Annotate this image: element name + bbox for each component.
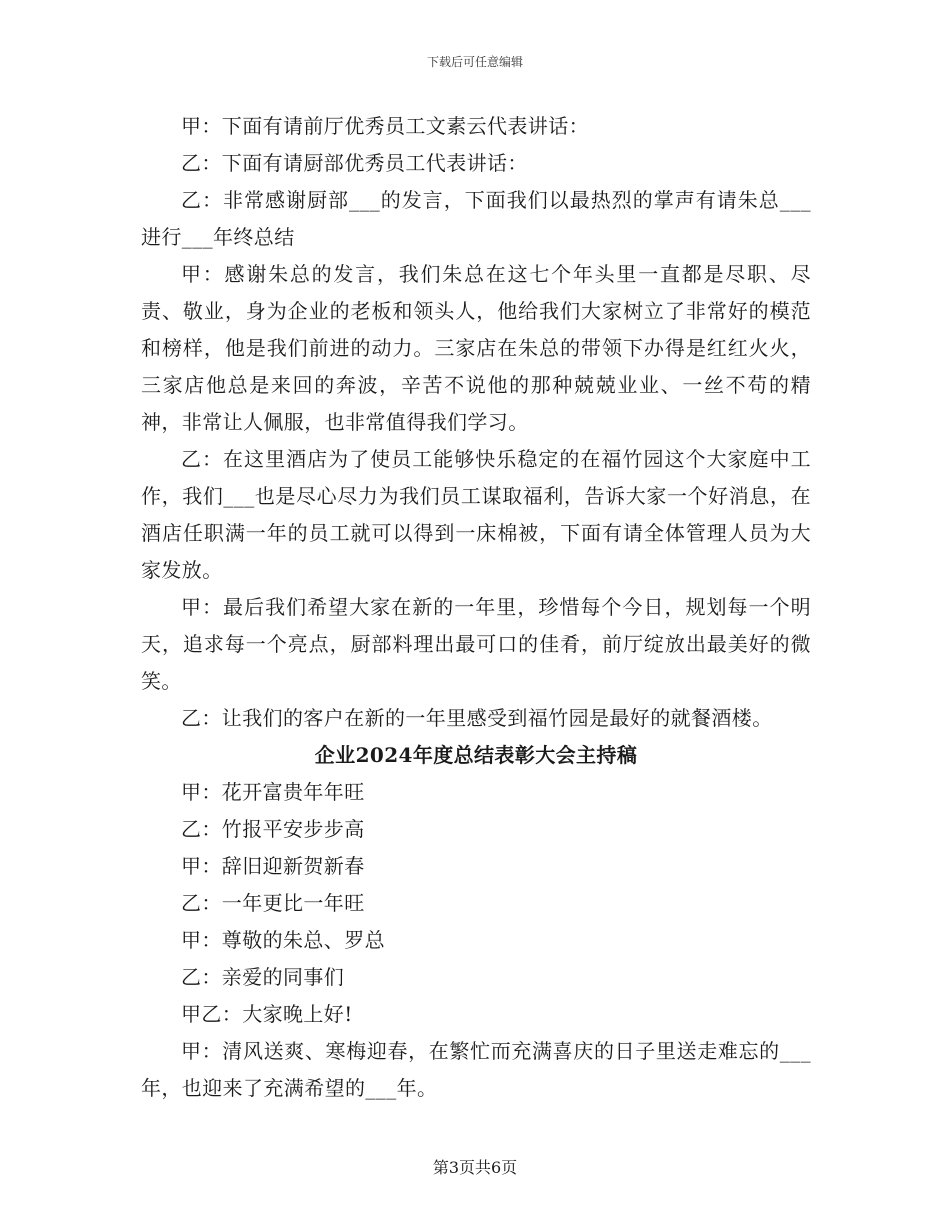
paragraph: 甲：下面有请前厅优秀员工文素云代表讲话： xyxy=(181,114,589,138)
paragraph: 乙：亲爱的同事们 xyxy=(181,965,345,989)
page-header-note: 下载后可任意编辑 xyxy=(426,55,523,69)
paragraph: 乙：非常感谢厨部___的发言，下面我们以最热烈的掌声有请朱总___进行___年终总结 xyxy=(141,188,811,249)
section-title: 企业2024年度总结表彰大会主持稿 xyxy=(314,743,638,767)
paragraph: 乙：下面有请厨部优秀员工代表讲话： xyxy=(181,151,528,175)
paragraph: 甲：辞旧迎新贺新春 xyxy=(181,854,365,878)
paragraph: 甲：花开富贵年年旺 xyxy=(181,780,365,804)
paragraph: 乙：让我们的客户在新的一年里感受到福竹园是最好的就餐酒楼。 xyxy=(181,706,773,730)
paragraph: 甲：最后我们希望大家在新的一年里，珍惜每个今日，规划每一个明天，追求每一个亮点，厨部料理出最可口的佳肴，前厅绽放出最美好的微笑。 xyxy=(141,595,811,693)
document-body xyxy=(141,108,811,1107)
paragraph: 甲：清风送爽、寒梅迎春，在繁忙而充满喜庆的日子里送走难忘的___年，也迎来了充满希望的___年。 xyxy=(141,1039,811,1100)
paragraph: 乙：竹报平安步步高 xyxy=(181,817,365,841)
paragraph: 甲：感谢朱总的发言，我们朱总在这七个年头里一直都是尽职、尽责、敬业，身为企业的老板和领头人，他给我们大家树立了非常好的模范和榜样，他是我们前进的动力。三家店在朱总的带领下办得是红红火火，三家店他总是来回的奔波，辛苦不说他的那种兢兢业业、一丝不苟的精神，非常让人佩服，也非常值得我们学习。 xyxy=(141,262,811,434)
paragraph: 甲乙：大家晚上好! xyxy=(181,1002,353,1026)
paragraph: 乙：在这里酒店为了使员工能够快乐稳定的在福竹园这个大家庭中工作，我们___也是尽心尽力为我们员工谋取福利，告诉大家一个好消息，在酒店任职满一年的员工就可以得到一床棉被，下面有请全体管理人员为大家发放。 xyxy=(141,447,811,582)
paragraph: 甲：尊敬的朱总、罗总 xyxy=(181,928,385,952)
page-number: 第3页共6页 xyxy=(432,1158,518,1177)
paragraph: 乙：一年更比一年旺 xyxy=(181,891,365,915)
